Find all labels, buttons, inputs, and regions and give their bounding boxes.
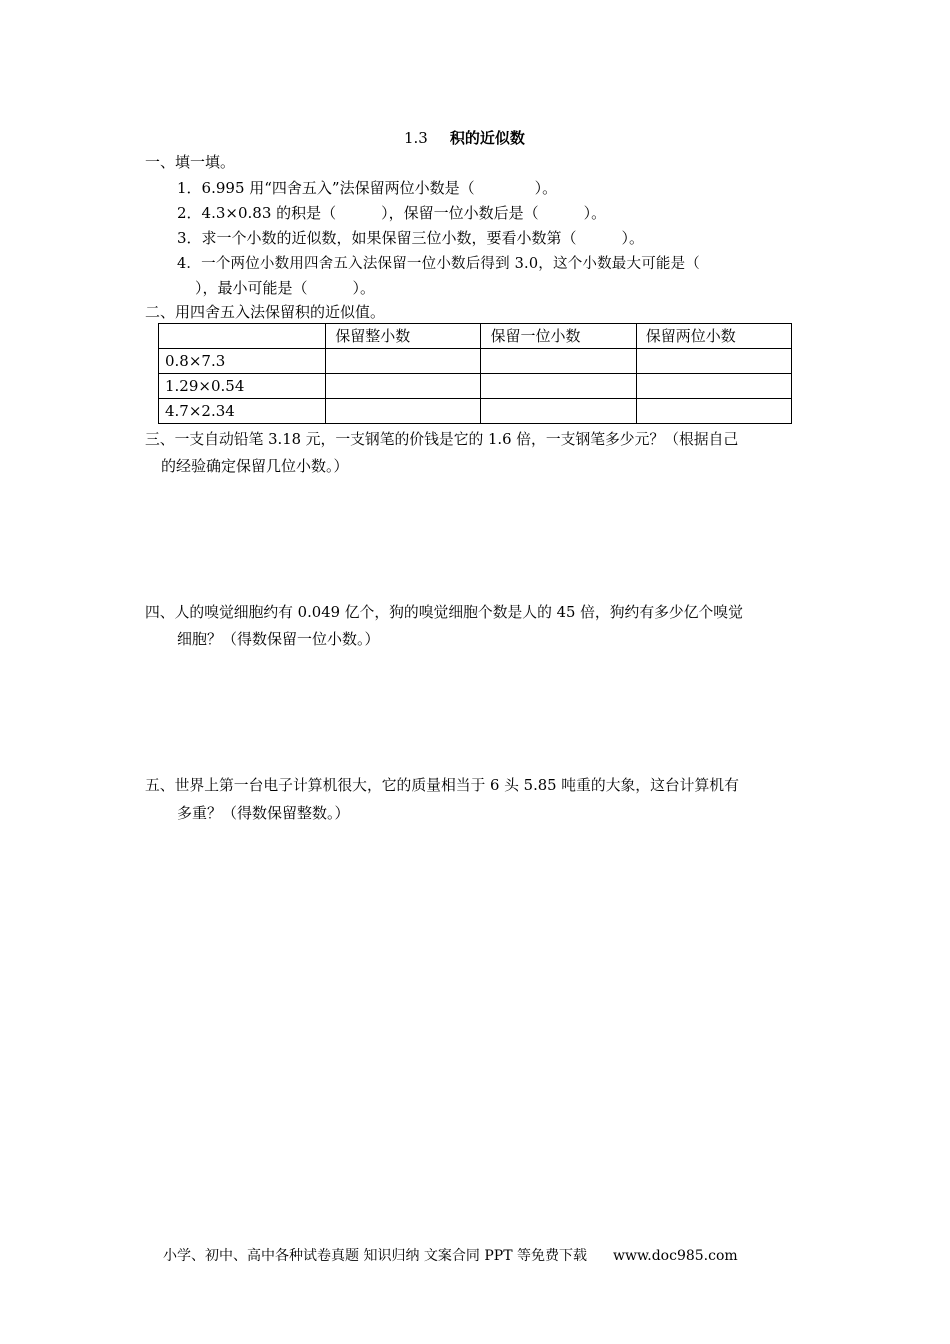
table-cell-answer[interactable] <box>636 349 791 374</box>
page-title <box>404 128 525 148</box>
approximation-table <box>158 323 792 424</box>
table-cell-expression: 4.7×2.34 <box>159 399 326 424</box>
section1-heading: 一、填一填。 <box>145 153 236 171</box>
table-row <box>159 399 792 424</box>
table-cell-answer[interactable] <box>636 374 791 399</box>
table-cell-answer[interactable] <box>481 374 636 399</box>
title-text: 积的近似数 <box>449 129 525 147</box>
section3-line-2: 的经验确定保留几位小数。） <box>161 457 349 475</box>
table-row <box>159 374 792 399</box>
table-header-row <box>159 324 792 349</box>
footer-text: 小学、初中、高中各种试卷真题 知识归纳 文案合同 PPT 等免费下载 <box>163 1248 587 1264</box>
table-cell-answer[interactable] <box>636 399 791 424</box>
table-header-cell <box>159 324 326 349</box>
section5-line-1: 五、世界上第一台电子计算机很大，它的质量相当于 6 头 5.85 吨重的大象，这台计算机有 <box>145 777 739 794</box>
section4-line-1: 四、人的嗅觉细胞约有 0.049 亿个，狗的嗅觉细胞个数是人的 45 倍，狗约有多少亿个嗅觉 <box>145 604 743 621</box>
section5-line-2: 多重？（得数保留整数。） <box>177 804 350 822</box>
table-cell-answer[interactable] <box>481 399 636 424</box>
table-cell-answer[interactable] <box>326 349 481 374</box>
table-header-cell: 保留两位小数 <box>636 324 791 349</box>
section1-item-3: 3．求一个小数的近似数，如果保留三位小数，要看小数第（ ）。 <box>177 229 645 247</box>
table-cell-answer[interactable] <box>481 349 636 374</box>
section1-item-4: 4．一个两位小数用四舍五入法保留一位小数后得到 3.0，这个小数最大可能是（ <box>177 256 700 272</box>
table-header-cell: 保留整小数 <box>326 324 481 349</box>
section4-line-2: 细胞？（得数保留一位小数。） <box>177 630 380 648</box>
section2-heading: 二、用四舍五入法保留积的近似值。 <box>145 303 386 321</box>
footer-url[interactable]: www.doc985.com <box>612 1248 738 1264</box>
table-row <box>159 349 792 374</box>
table-header-cell: 保留一位小数 <box>481 324 636 349</box>
table-cell-answer[interactable] <box>326 399 481 424</box>
table-cell-answer[interactable] <box>326 374 481 399</box>
section3-line-1: 三、一支自动铅笔 3.18 元，一支钢笔的价钱是它的 1.6 倍，一支钢笔多少元？（根据自己 <box>145 431 739 448</box>
table-cell-expression: 0.8×7.3 <box>159 349 326 374</box>
section1-item-1: 1．6.995 用“四舍五入”法保留两位小数是（ ）。 <box>177 179 558 197</box>
table-cell-expression: 1.29×0.54 <box>159 374 326 399</box>
section1-item-4-continued: ），最小可能是（ ）。 <box>195 279 376 297</box>
title-number: 1.3 <box>404 129 428 147</box>
section1-item-2: 2．4.3×0.83 的积是（ ），保留一位小数后是（ ）。 <box>177 204 607 222</box>
page-footer <box>163 1246 738 1266</box>
